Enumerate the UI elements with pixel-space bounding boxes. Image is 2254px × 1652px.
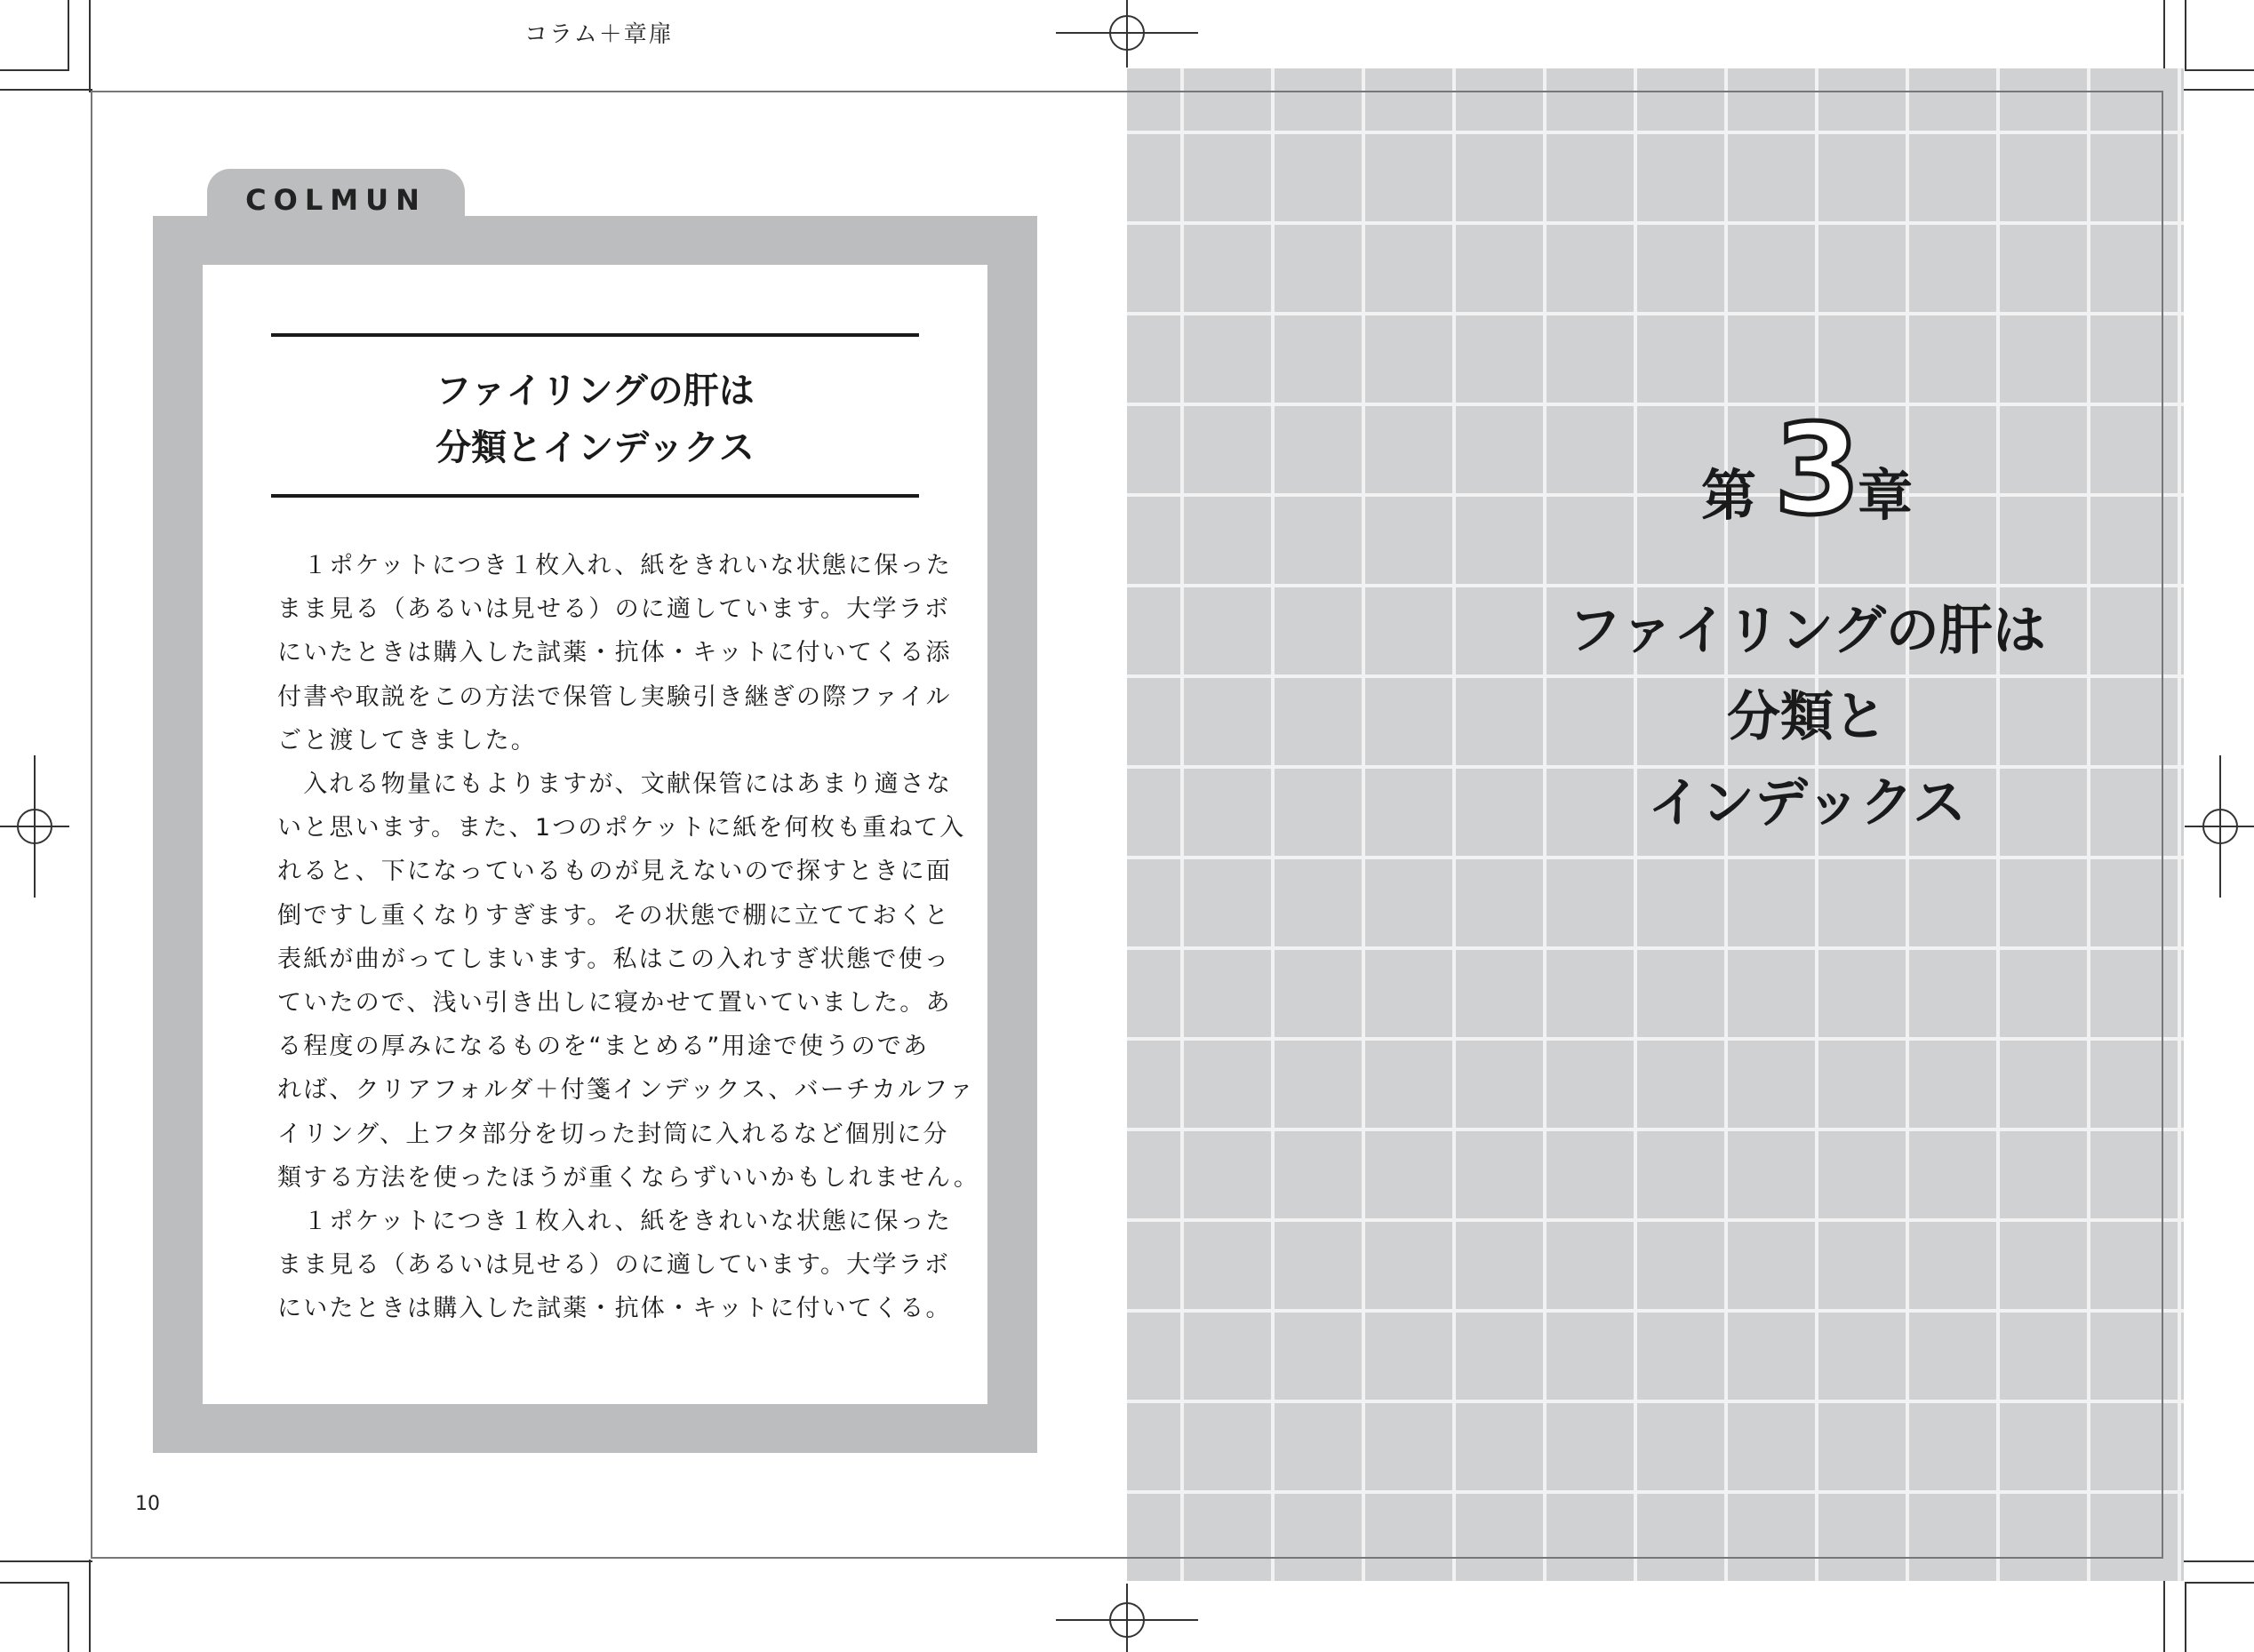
body-line: イリング、上フタ部分を切った封筒に入れるなど個別に分 — [277, 1120, 949, 1148]
body-line: １ポケットにつき１枚入れ、紙をきれいな状態に保った — [277, 552, 952, 579]
body-line: まま見る（あるいは見せる）のに適しています。大学ラボ — [277, 595, 951, 624]
crop-mark — [2185, 69, 2254, 71]
chapter-title-line: ファイリングの肝は — [1568, 600, 2046, 662]
body-line: いと思います。また、1つのポケットに紙を何枚も重ねて入 — [277, 814, 966, 842]
body-line: る程度の厚みになるものを“まとめる”用途で使うのであ — [277, 1033, 930, 1061]
registration-mark — [2202, 809, 2238, 844]
column-title-line: 分類とインデックス — [436, 427, 755, 468]
column-title — [271, 363, 919, 476]
body-line: 表紙が曲がってしまいます。私はこの入れすぎ状態で使っ — [277, 945, 951, 973]
chapter-title — [1527, 588, 2087, 847]
body-line: 入れる物量にもよりますが、文献保管にはあまり適さな — [277, 770, 953, 799]
body-line: にいたときは購入した試薬・抗体・キットに付いてくる。 — [277, 1295, 952, 1323]
title-rule-bottom — [271, 494, 919, 498]
body-line: 倒ですし重くなりすぎます。その状態で棚に立てておくと — [277, 901, 951, 930]
chapter-heading — [1660, 398, 2034, 549]
crop-mark — [0, 1560, 92, 1562]
crop-mark — [68, 1582, 69, 1652]
crop-mark — [0, 89, 92, 91]
body-line: １ポケットにつき１枚入れ、紙をきれいな状態に保った — [277, 1208, 952, 1236]
body-line: れば、クリアフォルダ＋付箋インデックス、バーチカルファ — [277, 1076, 975, 1105]
body-line: ごと渡してきました。 — [277, 726, 537, 754]
crop-mark — [2185, 1582, 2186, 1652]
chapter-title-line: インデックス — [1647, 772, 1967, 834]
body-line: 類する方法を使ったほうが重くならずいいかもしれません。 — [277, 1163, 980, 1192]
crop-mark — [0, 1582, 69, 1584]
body-line: 付書や取説をこの方法で保管し実験引き継ぎの際ファイル — [277, 682, 952, 711]
column-title-line: ファイリングの肝は — [436, 371, 755, 411]
registration-mark — [1109, 15, 1145, 51]
spread-header-label: コラム＋章扉 — [524, 21, 674, 48]
crop-mark — [68, 0, 69, 69]
chapter-suffix: 章 — [1858, 463, 1914, 528]
chapter-title-line: 分類と — [1727, 686, 1887, 748]
registration-mark — [1109, 1602, 1145, 1638]
registration-mark — [17, 809, 52, 844]
title-rule-top — [271, 333, 919, 337]
body-line: ていたので、浅い引き出しに寝かせて置いていました。あ — [277, 989, 952, 1018]
column-tab-label: COLMUN — [245, 183, 427, 217]
body-line: れると、下になっているものが見えないので探すときに面 — [277, 858, 953, 886]
chapter-prefix: 第 — [1701, 463, 1757, 528]
crop-mark — [89, 1560, 91, 1652]
crop-mark — [2185, 0, 2186, 69]
crop-mark — [2185, 1582, 2254, 1584]
body-line: まま見る（あるいは見せる）のに適しています。大学ラボ — [277, 1251, 951, 1280]
page-number: 10 — [135, 1493, 160, 1515]
body-line: にいたときは購入した試薬・抗体・キットに付いてくる添 — [277, 639, 952, 667]
column-body — [277, 544, 980, 1331]
crop-mark — [0, 69, 69, 71]
chapter-number: 3 — [1774, 398, 1861, 543]
crop-mark — [89, 0, 91, 92]
